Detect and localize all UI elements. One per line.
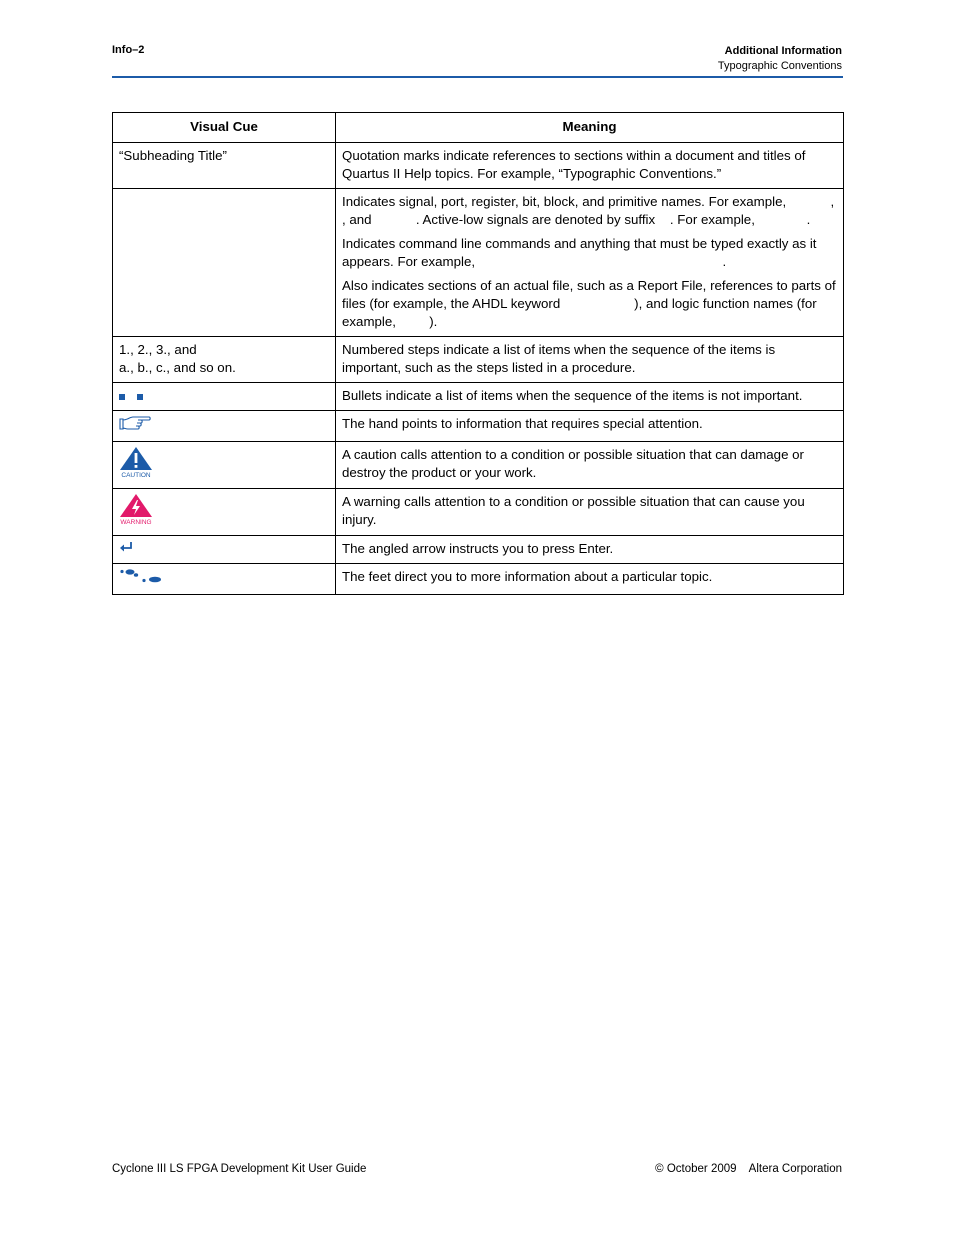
enter-arrow-icon xyxy=(119,541,135,553)
running-header xyxy=(718,44,842,74)
column-header-meaning: Meaning xyxy=(336,113,844,143)
visual-cue-cell xyxy=(113,442,336,489)
caution-label: CAUTION xyxy=(121,472,151,478)
visual-cue-cell xyxy=(113,337,336,383)
meaning-text: A warning calls attention to a condition or possible situation that can cause you injury. xyxy=(342,494,805,527)
header-rule xyxy=(112,76,843,78)
table-row xyxy=(113,189,844,337)
feet-icon xyxy=(119,568,163,584)
table-header-row xyxy=(113,113,844,143)
meaning-text: Indicates signal, port, register, bit, block, and primitive names. For example, , , and . Active-low signals are denoted by suffix . For example, . xyxy=(342,194,875,227)
cue-line: 1., 2., 3., and xyxy=(119,342,197,357)
column-header-visual-cue: Visual Cue xyxy=(113,113,336,143)
caution-icon xyxy=(119,446,153,478)
meaning-text: The feet direct you to more information about a particular topic. xyxy=(342,569,713,584)
meaning-cell xyxy=(336,383,844,411)
meaning-cell xyxy=(336,411,844,442)
meaning-cell xyxy=(336,189,875,337)
meaning-text: Numbered steps indicate a list of items when the sequence of the items is important, such as the steps listed in a procedure. xyxy=(342,342,776,375)
warning-label: WARNING xyxy=(120,519,152,525)
meaning-text: Also indicates sections of an actual file, such as a Report File, references to parts of files (for example, the AHDL keyword ), and logic function names (for example, ). xyxy=(342,278,840,329)
meaning-cell xyxy=(336,564,844,595)
meaning-cell xyxy=(336,536,844,564)
table-row xyxy=(113,411,844,442)
meaning-cell xyxy=(336,337,844,383)
visual-cue-cell xyxy=(113,189,336,337)
bullet-squares-icon xyxy=(119,391,143,400)
section-title: Additional Information xyxy=(724,45,842,57)
table-row xyxy=(113,442,844,489)
table-row xyxy=(113,489,844,536)
meaning-text: The angled arrow instructs you to press Enter. xyxy=(342,541,614,556)
footer-copyright: © October 2009 Altera Corporation xyxy=(655,1163,842,1175)
meaning-text: A caution calls attention to a condition or possible situation that can damage or destroy the product or your work. xyxy=(342,447,804,480)
meaning-cell xyxy=(336,442,844,489)
table-row xyxy=(113,564,844,595)
meaning-text: Quotation marks indicate references to sections within a document and titles of Quartus II Help topics. For example, “Typographic Conventions.” xyxy=(342,148,806,181)
warning-icon xyxy=(119,493,153,525)
table-row xyxy=(113,383,844,411)
meaning-text: Indicates command line commands and anything that must be typed exactly as it appears. For example, . xyxy=(342,236,821,269)
hand-pointing-icon xyxy=(119,419,151,434)
table-row xyxy=(113,536,844,564)
visual-cue-cell xyxy=(113,536,336,564)
meaning-text: The hand points to information that requires special attention. xyxy=(342,416,703,431)
table-row xyxy=(113,337,844,383)
visual-cue-cell xyxy=(113,383,336,411)
cue-line: a., b., c., and so on. xyxy=(119,360,236,375)
meaning-text: Bullets indicate a list of items when the sequence of the items is not important. xyxy=(342,388,803,403)
meaning-cell xyxy=(336,489,844,536)
meaning-cell xyxy=(336,143,844,189)
conventions-table xyxy=(112,112,875,595)
visual-cue-cell xyxy=(113,489,336,536)
page-number: Info–2 xyxy=(112,44,145,56)
table-row xyxy=(113,143,844,189)
visual-cue-cell: “Subheading Title” xyxy=(113,143,336,189)
visual-cue-cell xyxy=(113,564,336,595)
subsection-title: Typographic Conventions xyxy=(717,60,842,72)
footer-title: Cyclone III LS FPGA Development Kit User Guide xyxy=(112,1163,367,1175)
visual-cue-cell xyxy=(113,411,336,442)
